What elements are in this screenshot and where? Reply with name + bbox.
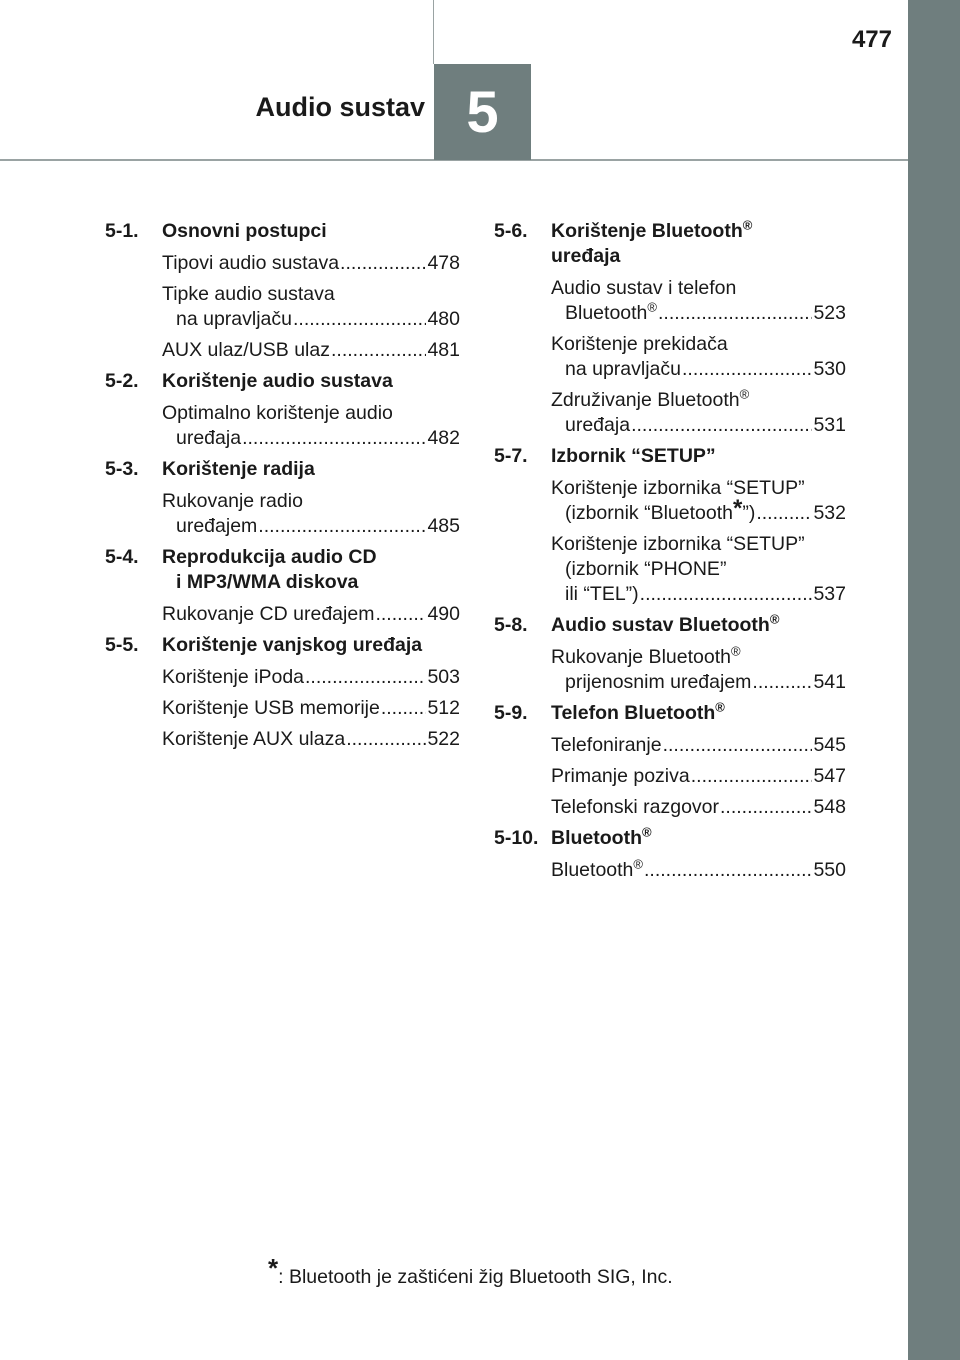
- toc-entry[interactable]: Telefonski razgovor ..... 548: [494, 795, 846, 820]
- chapter-number: 5: [466, 79, 499, 145]
- toc-section-5-6[interactable]: 5-6. Korištenje Bluetooth® uređaja: [494, 217, 753, 267]
- toc-entry[interactable]: Rukovanje CD uređajem ..... 490: [105, 602, 460, 627]
- toc-entry[interactable]: Bluetooth® ..... 550: [494, 858, 846, 883]
- page-number: 477: [851, 26, 892, 53]
- toc-entry[interactable]: Rukovanje radio uređajem ..... 485: [105, 489, 460, 539]
- toc-right-column: [494, 219, 846, 889]
- toc-entry[interactable]: Korištenje izbornika “SETUP” (izbornik “Bluetooth*”) ..... 532: [494, 476, 846, 526]
- toc-section-5-9[interactable]: 5-9. Telefon Bluetooth®: [494, 699, 725, 724]
- toc-entry[interactable]: Korištenje AUX ulaza ..... 522: [105, 727, 460, 752]
- toc-entry[interactable]: Telefoniranje ..... 545: [494, 733, 846, 758]
- toc-entry[interactable]: Rukovanje Bluetooth® prijenosnim uređajem ..... 541: [494, 645, 846, 695]
- asterisk-mark: *: [733, 495, 743, 522]
- toc-entry[interactable]: Korištenje prekidača na upravljaču ..... 530: [494, 332, 846, 382]
- toc-entry[interactable]: Korištenje USB memorije ..... 512: [105, 696, 460, 721]
- chapter-side-tab: [908, 0, 960, 1360]
- footnote-asterisk: *: [268, 1253, 279, 1283]
- toc-entry[interactable]: Združivanje Bluetooth® uređaja ..... 531: [494, 388, 846, 438]
- toc-left-column: [105, 219, 460, 758]
- chapter-number-box: [434, 64, 531, 160]
- toc-entry[interactable]: Primanje poziva ..... 547: [494, 764, 846, 789]
- toc-entry[interactable]: Audio sustav i telefon Bluetooth® ..... 523: [494, 276, 846, 326]
- toc-entry[interactable]: Tipovi audio sustava ..... 478: [105, 251, 460, 276]
- toc-entry[interactable]: AUX ulaz/USB ulaz ..... 481: [105, 338, 460, 363]
- toc-section-5-7[interactable]: 5-7. Izbornik “SETUP”: [494, 445, 716, 467]
- toc-section-5-8[interactable]: 5-8. Audio sustav Bluetooth®: [494, 611, 780, 636]
- toc-section-5-2[interactable]: 5-2. Korištenje audio sustava: [105, 370, 393, 392]
- toc-entry[interactable]: Optimalno korištenje audio uređaja ..... 482: [105, 401, 460, 451]
- toc-section-5-3[interactable]: 5-3. Korištenje radija: [105, 458, 315, 480]
- toc-section-5-1[interactable]: 5-1. Osnovni postupci: [105, 220, 327, 242]
- toc-entry[interactable]: Korištenje iPoda ..... 503: [105, 665, 460, 690]
- toc-entry[interactable]: Tipke audio sustava na upravljaču ..... 480: [105, 282, 460, 332]
- toc-section-5-10[interactable]: 5-10. Bluetooth®: [494, 824, 652, 849]
- header-divider: [433, 0, 434, 64]
- chapter-title: Audio sustav: [255, 92, 425, 122]
- footnote: *: Bluetooth je zaštićeni žig Bluetooth SIG, Inc.: [268, 1253, 673, 1288]
- toc-section-5-4[interactable]: 5-4. Reprodukcija audio CD i MP3/WMA diskova: [105, 546, 377, 593]
- toc-entry[interactable]: Korištenje izbornika “SETUP” (izbornik “PHONE” ili “TEL”) ..... 537: [494, 532, 846, 607]
- toc-section-5-5[interactable]: 5-5. Korištenje vanjskog uređaja: [105, 634, 423, 656]
